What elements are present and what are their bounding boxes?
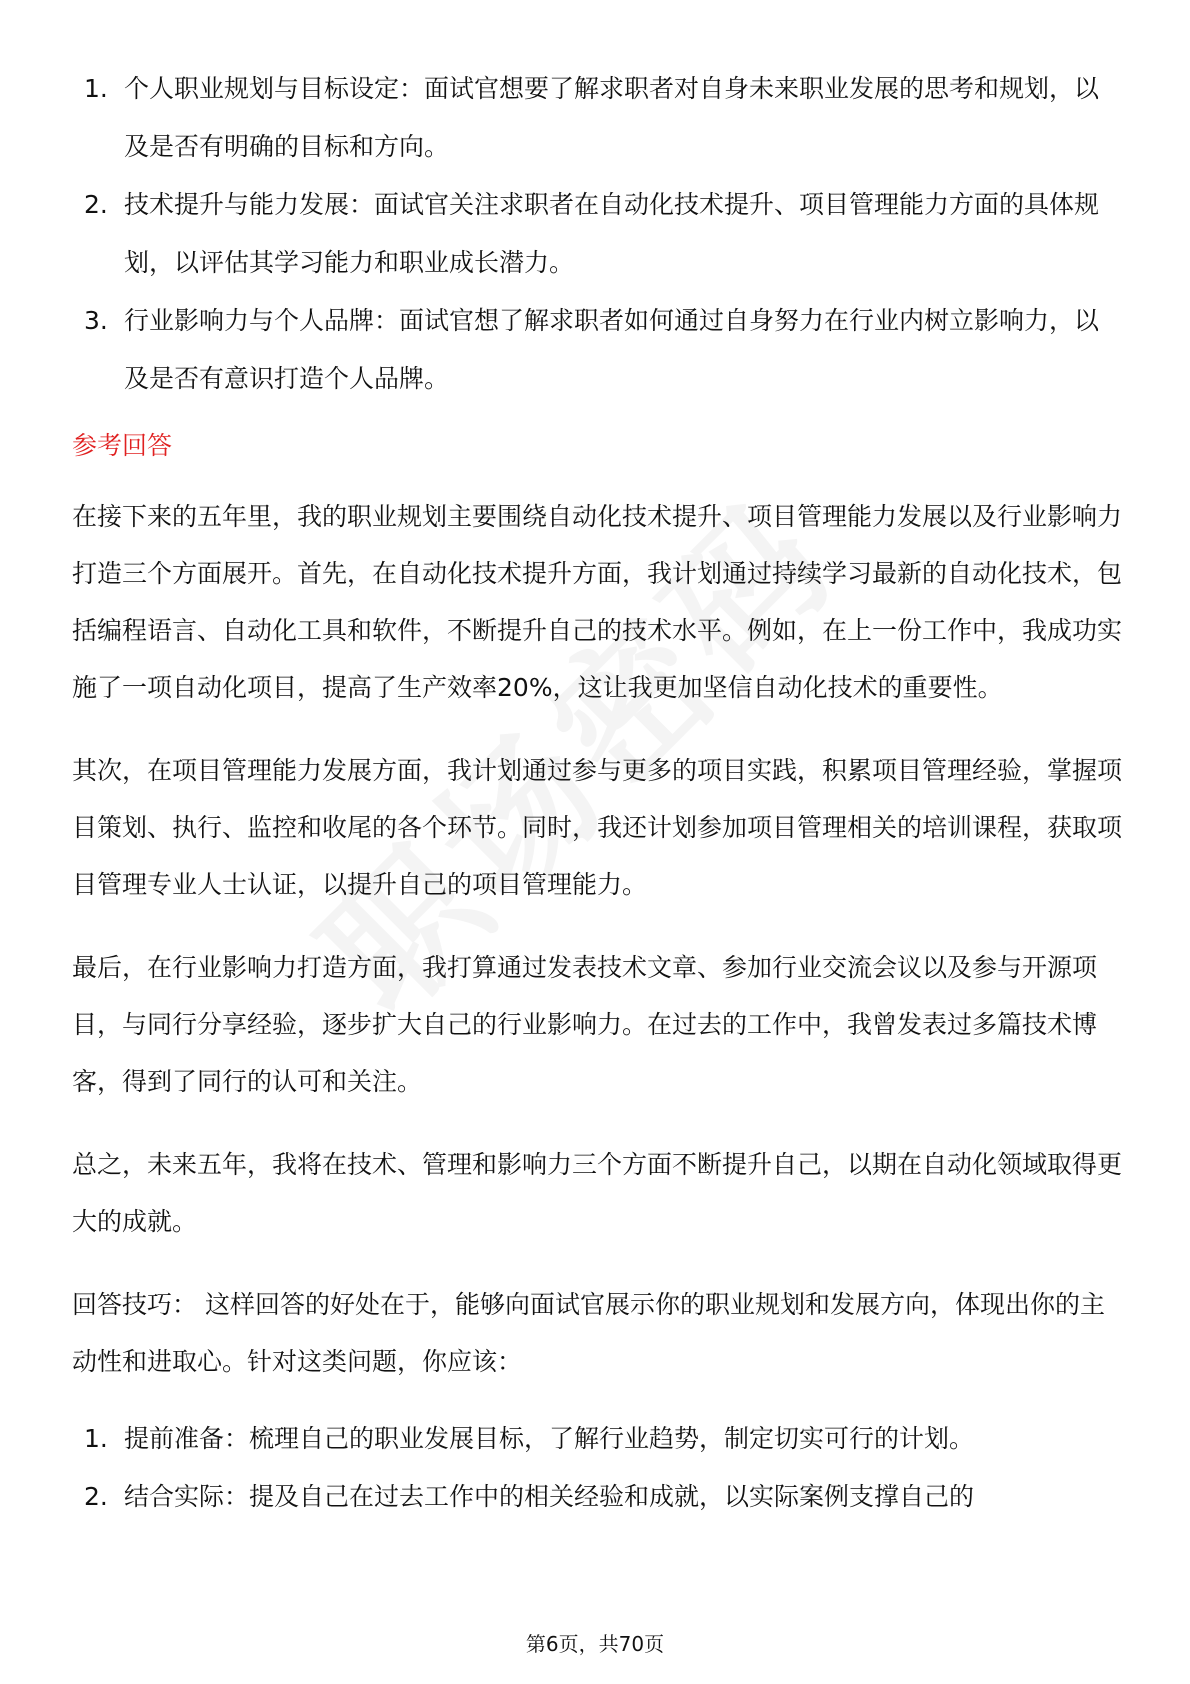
list-number: 1. [84, 1424, 108, 1453]
intro-list [72, 60, 1122, 408]
list-number: 2. [84, 1482, 108, 1511]
answer-paragraph: 总之，未来五年，我将在技术、管理和影响力三个方面不断提升自己，以期在自动化领域取得更大的成就。 [72, 1150, 1123, 1236]
list-item [72, 1410, 1122, 1468]
list-number: 3. [84, 306, 108, 335]
list-number: 1. [84, 74, 108, 103]
list-text: 个人职业规划与目标设定：面试官想要了解求职者对自身未来职业发展的思考和规划，以及是否有明确的目标和方向。 [124, 74, 1100, 161]
list-text: 结合实际：提及自己在过去工作中的相关经验和成就，以实际案例支撑自己的 [124, 1482, 975, 1511]
list-item [72, 60, 1122, 176]
tips-list [72, 1410, 1122, 1526]
section-title: 参考回答 [72, 431, 173, 460]
page-footer: 第6页，共70页 [525, 1632, 665, 1656]
list-item [72, 176, 1122, 292]
list-item [72, 292, 1122, 408]
list-text: 提前准备：梳理自己的职业发展目标，了解行业趋势，制定切实可行的计划。 [124, 1424, 975, 1453]
list-item [72, 1468, 1122, 1526]
list-text: 行业影响力与个人品牌：面试官想了解求职者如何通过自身努力在行业内树立影响力，以及是否有意识打造个人品牌。 [124, 306, 1100, 393]
answer-paragraph: 最后，在行业影响力打造方面，我打算通过发表技术文章、参加行业交流会议以及参与开源项目，与同行分享经验，逐步扩大自己的行业影响力。在过去的工作中，我曾发表过多篇技术博客，得到了同行的认可和关注。 [72, 953, 1098, 1096]
list-number: 2. [84, 190, 108, 219]
document-content [72, 60, 1122, 1526]
answer-paragraph: 其次，在项目管理能力发展方面，我计划通过参与更多的项目实践，积累项目管理经验，掌握项目策划、执行、监控和收尾的各个环节。同时，我还计划参加项目管理相关的培训课程，获取项目管理专业人士认证，以提升自己的项目管理能力。 [72, 756, 1123, 899]
tips-paragraph: 回答技巧： 这样回答的好处在于，能够向面试官展示你的职业规划和发展方向，体现出你的主动性和进取心。针对这类问题，你应该： [72, 1290, 1105, 1376]
list-text: 技术提升与能力发展：面试官关注求职者在自动化技术提升、项目管理能力方面的具体规划，以评估其学习能力和职业成长潜力。 [124, 190, 1100, 277]
answer-paragraph: 在接下来的五年里，我的职业规划主要围绕自动化技术提升、项目管理能力发展以及行业影响力打造三个方面展开。首先，在自动化技术提升方面，我计划通过持续学习最新的自动化技术，包括编程语言、自动化工具和软件，不断提升自己的技术水平。例如，在上一份工作中，我成功实施了一项自动化项目，提高了生产效率20%，这让我更加坚信自动化技术的重要性。 [72, 502, 1123, 702]
